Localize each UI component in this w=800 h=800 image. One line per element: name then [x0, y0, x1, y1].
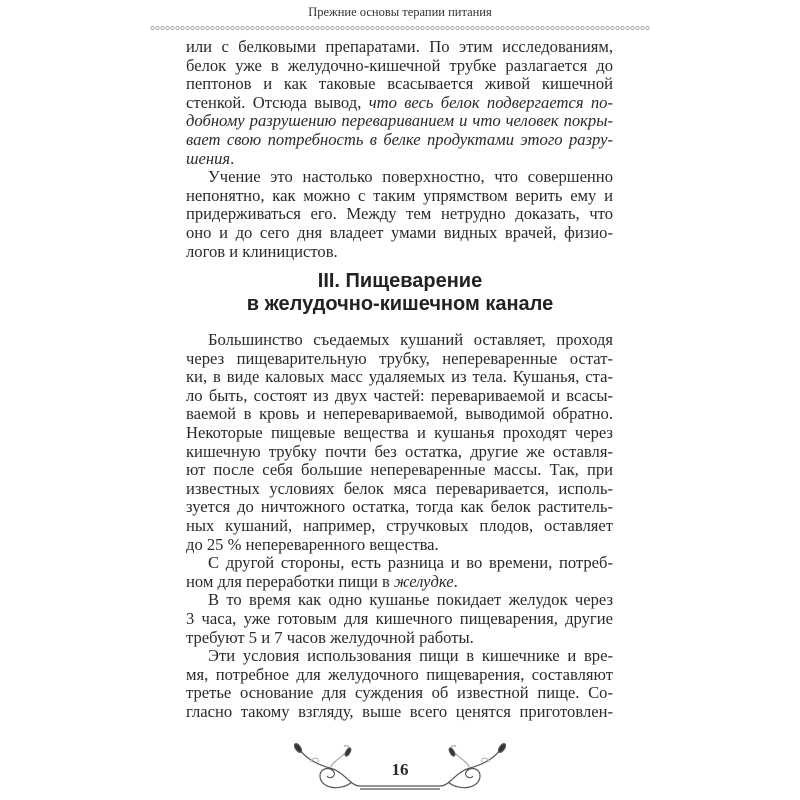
text-segment: ных кушаний, например, стручковых плодов, оставляет [186, 516, 613, 535]
text-line [186, 243, 613, 261]
text-line [186, 591, 613, 609]
text-line [186, 205, 613, 223]
page-number: 16 [391, 760, 409, 779]
text-line [186, 480, 613, 498]
text-line [186, 461, 613, 479]
text-segment: кишечную трубку почти без остатка, другие же оставля- [186, 441, 613, 461]
text-segment: ют после себя большие непереваренные массы. Так, при [186, 460, 613, 480]
text-segment: гласно такому взгляду, выше всего ценятся приготовлен- [186, 702, 613, 721]
text-line [186, 703, 613, 721]
text-line [186, 554, 613, 572]
text-line [186, 684, 613, 702]
text-line [186, 610, 613, 628]
text-line [186, 387, 613, 405]
text-segment: ном для переработки пищи в [186, 571, 394, 591]
text-line [186, 75, 613, 93]
text-line [186, 443, 613, 461]
text-segment: стенкой. Отсюда вывод, [186, 92, 369, 112]
text-segment: через пищеварительную трубку, непереваренные остат- [186, 348, 613, 368]
text-line [186, 498, 613, 516]
text-segment: Некоторые пищевые вещества и кушанья проходят через [186, 423, 613, 442]
text-segment: оно и до сего дня владеет умами видных врачей, физио- [186, 223, 613, 242]
text-line [186, 517, 613, 535]
text-line [186, 350, 613, 368]
text-segment: ло быть, состоят из двух частей: перевариваемой и всасы- [186, 385, 613, 405]
text-line [186, 187, 613, 205]
text-segment: ваемой в кровь и неперевариваемой, выводимой обратно. [186, 404, 613, 424]
text-segment: логов и клиницистов. [186, 241, 338, 261]
text-segment: требуют 5 и 7 часов желудочной работы. [186, 627, 474, 647]
text-segment: Большинство съедаемых кушаний оставляет, проходя [208, 330, 613, 349]
text-segment: Эти условия использования пищи в кишечнике и вре- [208, 646, 613, 666]
text-segment: непонятно, как можно с таким упрямством верить ему и [186, 185, 613, 205]
text-segment: белок уже в желудочно-кишечной трубке разлагается до [186, 55, 613, 75]
text-line [186, 94, 613, 112]
section-heading-line-2: в желудочно-кишечном канале [246, 293, 554, 315]
section-heading-line-1: III. Пищеварение [317, 270, 483, 292]
text-line [186, 424, 613, 442]
header-dotted-rule [150, 25, 650, 31]
text-segment: мя, потребное для желудочного пищеварения, составляют [186, 664, 613, 684]
text-segment: до 25 % непереваренного вещества. [186, 534, 439, 554]
text-segment: Учение это настолько поверхностно, что совершенно [208, 167, 613, 187]
text-segment: придерживаться его. Между тем нетрудно доказать, что [186, 204, 613, 224]
italic-text: желудке [394, 571, 454, 591]
running-head: Прежние основы терапии питания [308, 5, 492, 19]
text-line [186, 168, 613, 186]
text-segment: пептонов и как таковые всасывается живой кишечной [186, 74, 613, 94]
italic-text: вает свою потребность в белке продуктами этого разру- [186, 130, 613, 149]
text-line [186, 57, 613, 75]
italic-text: шения [186, 148, 231, 168]
text-segment: или с белковыми препаратами. По этим исследованиям, [186, 37, 613, 56]
text-segment: известных условиях белок мяса переваривается, исполь- [186, 478, 613, 498]
text-line [186, 150, 613, 168]
text-line [186, 131, 613, 149]
text-line [186, 629, 613, 647]
text-line [186, 536, 613, 554]
text-line [186, 224, 613, 242]
text-segment: 3 часа, уже готовым для кишечного пищеварения, другие [186, 609, 613, 628]
text-line [186, 405, 613, 423]
italic-text: добному разрушению перевариванием и что человек покры- [186, 111, 613, 131]
text-segment: третье основание для суждения об известной пище. Со- [186, 683, 613, 703]
italic-text: что весь белок подвергается по- [368, 92, 613, 112]
text-segment: ки, в виде каловых масс удаляемых из тела. Кушанья, ста- [186, 367, 613, 387]
text-line [186, 38, 613, 56]
text-line [186, 368, 613, 386]
text-line [186, 331, 613, 349]
text-line [186, 112, 613, 130]
text-segment: В то время как одно кушанье покидает желудок через [208, 590, 613, 610]
text-segment: зуется до ничтожного остатка, тогда как белок раститель- [186, 497, 613, 517]
text-line [186, 666, 613, 684]
text-segment: . [453, 571, 458, 591]
text-line [186, 573, 613, 591]
text-segment: . [230, 148, 235, 168]
text-segment: С другой стороны, есть разница и во времени, потреб- [208, 553, 613, 573]
text-line [186, 647, 613, 665]
